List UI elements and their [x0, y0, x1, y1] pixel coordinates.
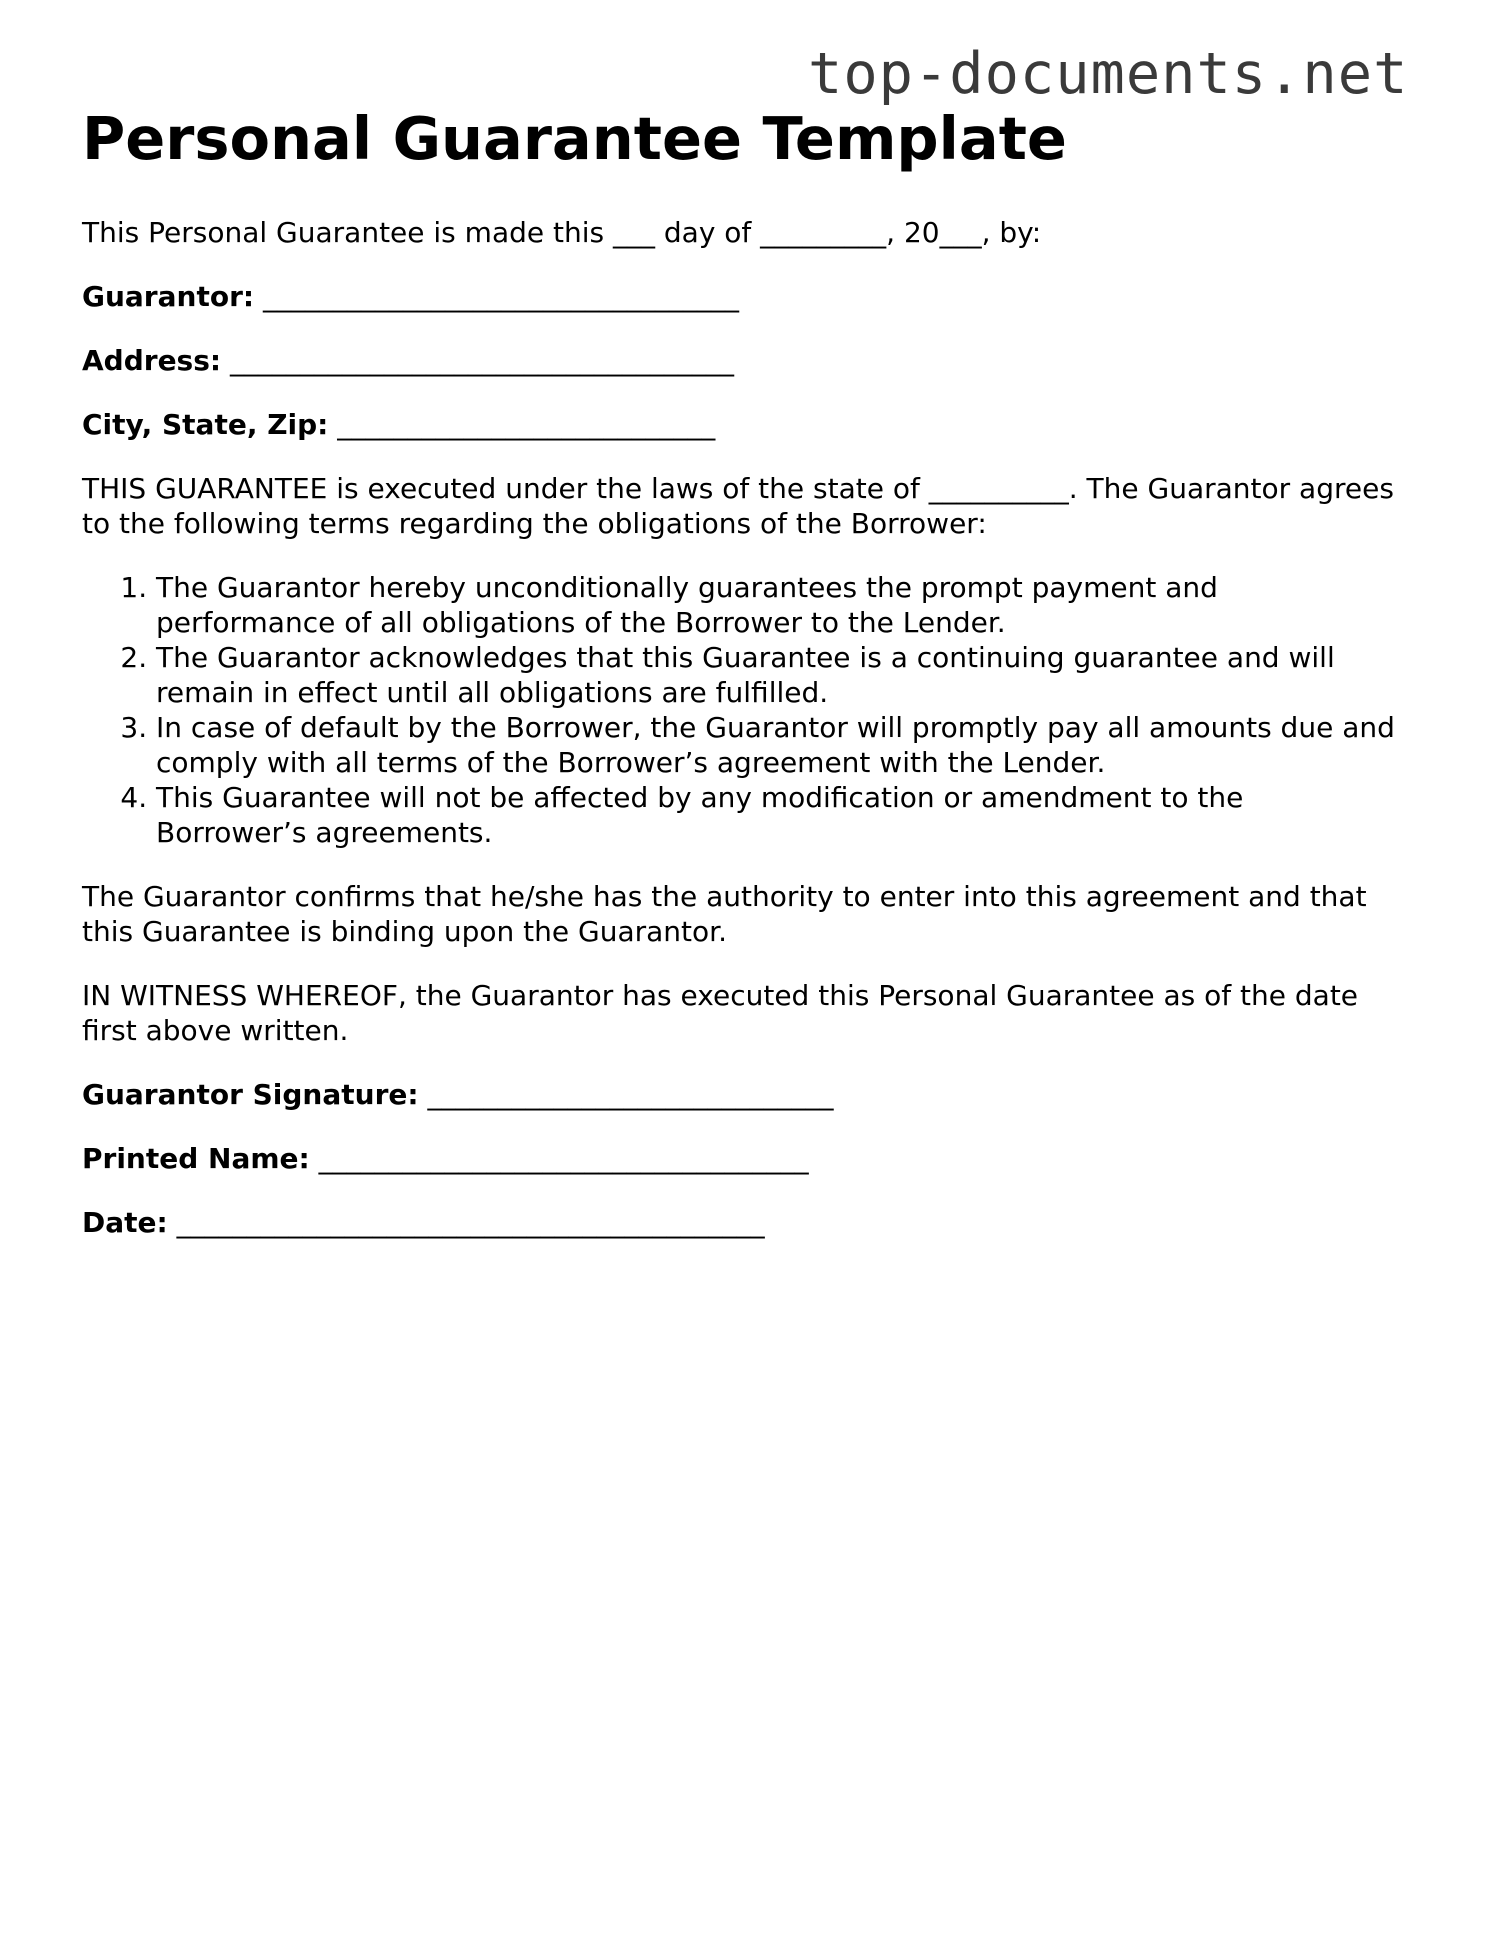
- terms-list: [82, 570, 1402, 850]
- guarantor-signature-field: [82, 1077, 1402, 1112]
- term-item-1: 1. The Guarantor hereby unconditionally guarantees the prompt payment and performance of all obligations of the Borrower to the Lender.: [156, 570, 1402, 640]
- guarantor-signature-label: Guarantor Signature:: [82, 1077, 419, 1111]
- witness-paragraph: IN WITNESS WHEREOF, the Guarantor has executed this Personal Guarantee as of the date first above written.: [82, 978, 1359, 1047]
- date-blank: __________________________________________: [176, 1205, 765, 1239]
- printed-name-field: [82, 1141, 1402, 1176]
- term-item-4: 4. This Guarantee will not be affected by any modification or amendment to the Borrower’s agreements.: [156, 780, 1402, 850]
- city-state-zip-field: [82, 407, 1402, 442]
- governing-law-paragraph: THIS GUARANTEE is executed under the laws of the state of __________. The Guarantor agrees to the following terms regarding the obligations of the Borrower:: [82, 471, 1394, 540]
- guarantor-field: [82, 279, 1402, 314]
- watermark-site-name: top-documents.net: [808, 41, 1409, 107]
- date-label: Date:: [82, 1205, 168, 1239]
- guarantor-signature-blank: _____________________________: [427, 1077, 834, 1111]
- date-field: [82, 1205, 1402, 1240]
- authority-paragraph: The Guarantor confirms that he/she has the authority to enter into this agreement and that this Guarantee is binding upon the Guarantor.: [82, 879, 1367, 948]
- printed-name-blank: ___________________________________: [318, 1141, 809, 1175]
- guarantor-label: Guarantor:: [82, 279, 255, 313]
- document-body: [82, 104, 1402, 1269]
- address-field: [82, 343, 1402, 378]
- guarantor-blank: __________________________________: [262, 279, 739, 313]
- city-state-zip-blank: ___________________________: [337, 407, 716, 441]
- address-blank: ____________________________________: [230, 343, 734, 377]
- printed-name-label: Printed Name:: [82, 1141, 310, 1175]
- term-item-3: 3. In case of default by the Borrower, the Guarantor will promptly pay all amounts due and comply with all terms of the Borrower’s agreement with the Lender.: [156, 710, 1402, 780]
- intro-line: This Personal Guarantee is made this ___ day of _________, 20___, by:: [82, 215, 1042, 249]
- document-title: Personal Guarantee Template: [82, 104, 1067, 173]
- address-label: Address:: [82, 343, 222, 377]
- term-item-2: 2. The Guarantor acknowledges that this Guarantee is a continuing guarantee and will remain in effect until all obligations are fulfilled.: [156, 640, 1402, 710]
- city-state-zip-label: City, State, Zip:: [82, 407, 329, 441]
